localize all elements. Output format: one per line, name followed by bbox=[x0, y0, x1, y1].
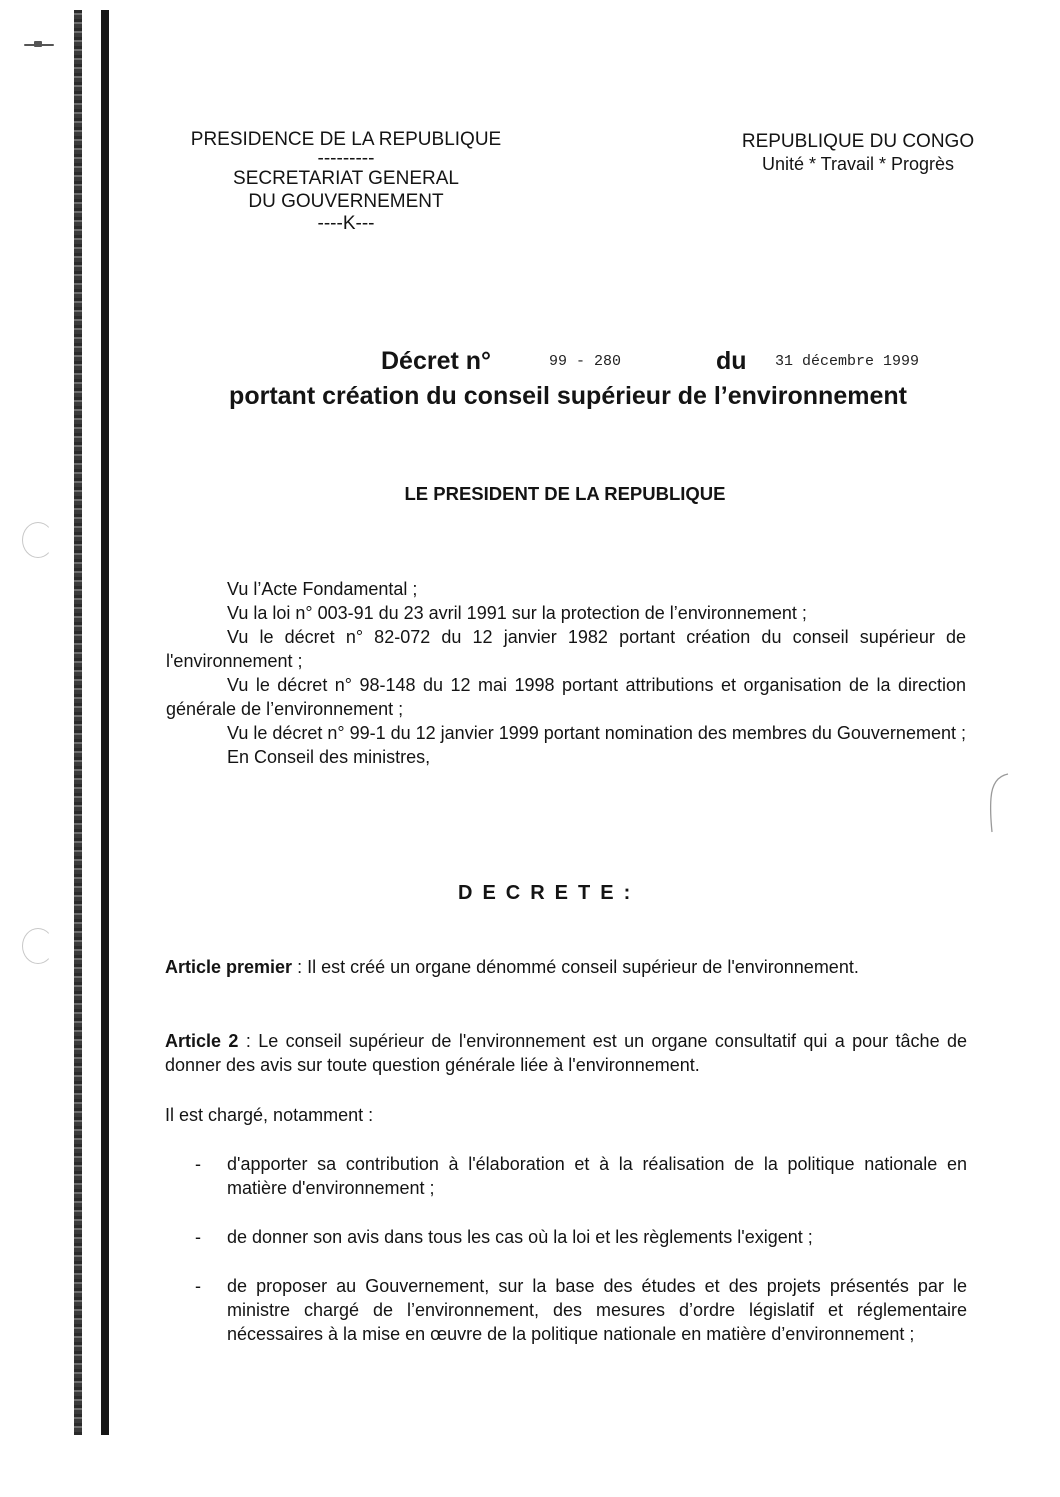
decree-subject: portant création du conseil supérieur de l’environnement bbox=[229, 382, 907, 410]
visa-item: Vu le décret n° 99-1 du 12 janvier 1999 portant nomination des membres du Gouvernement ; bbox=[227, 723, 966, 743]
secretariat-line1: SECRETARIAT GENERAL bbox=[233, 168, 459, 189]
bullet-dash: - bbox=[195, 1227, 201, 1247]
list-item bbox=[195, 1152, 967, 1200]
list-item-text: d'apporter sa contribution à l'élaboration et à la réalisation de la politique nationale en matière d'environnement ; bbox=[227, 1154, 967, 1198]
decree-number: 99 - 280 bbox=[549, 353, 622, 370]
list-item-text: de proposer au Gouvernement, sur la base des études et des projets présentés par le ministre chargé de l’environnement, des mesures d’ordre législatif et réglementaire nécessaires à la mise en œuvre de la politique nationale en matière d’environnement ; bbox=[227, 1276, 967, 1344]
issuing-authority: PRESIDENCE DE LA REPUBLIQUE bbox=[190, 129, 502, 150]
president-heading: LE PRESIDENT DE LA REPUBLIQUE bbox=[404, 483, 726, 504]
bullet-dash: - bbox=[195, 1276, 201, 1296]
visa-item: Vu le décret n° 98-148 du 12 mai 1998 portant attributions et organisation de la direction générale de l’environnement ; bbox=[166, 675, 966, 719]
charge-intro-text: Il est chargé, notamment : bbox=[165, 1105, 374, 1125]
list-item bbox=[195, 1225, 967, 1249]
header-left-block bbox=[168, 128, 524, 235]
list-item bbox=[195, 1274, 967, 1346]
decree-date: 31 décembre 1999 bbox=[775, 353, 920, 370]
article-2-text: : Le conseil supérieur de l'environnement est un organe consultatif qui a pour tâche de donner des avis sur toute question générale liée à l'environnement. bbox=[165, 1031, 967, 1075]
header-separator: --------- bbox=[317, 148, 375, 169]
list-item-text: de donner son avis dans tous les cas où la loi et les règlements l'exigent ; bbox=[227, 1227, 813, 1247]
scan-speck bbox=[34, 41, 42, 47]
visa-item: Vu l’Acte Fondamental ; bbox=[227, 579, 418, 599]
article-2-label: Article 2 bbox=[165, 1031, 239, 1051]
national-motto: Unité * Travail * Progrès bbox=[761, 154, 955, 174]
visa-item: En Conseil des ministres, bbox=[227, 747, 431, 767]
visas-block bbox=[166, 577, 966, 769]
scan-mark bbox=[984, 770, 1014, 840]
visa-item: Vu la loi n° 003-91 du 23 avril 1991 sur la protection de l’environnement ; bbox=[227, 603, 807, 623]
punch-hole-icon bbox=[22, 928, 54, 964]
decree-title-line bbox=[0, 345, 1060, 379]
binding-strip-right bbox=[101, 10, 109, 1435]
header-right-block bbox=[722, 130, 994, 176]
article-1 bbox=[165, 955, 967, 979]
article-1-label: Article premier bbox=[165, 957, 293, 977]
header-separator-marked: ----K--- bbox=[317, 213, 375, 234]
charge-intro bbox=[165, 1103, 967, 1127]
du-label: du bbox=[716, 347, 747, 375]
punch-hole-icon bbox=[22, 522, 54, 558]
article-1-text: : Il est créé un organe dénommé conseil supérieur de l'environnement. bbox=[297, 957, 859, 977]
bullet-dash: - bbox=[195, 1154, 201, 1174]
article-2 bbox=[165, 1029, 967, 1077]
secretariat-line2: DU GOUVERNEMENT bbox=[248, 191, 444, 212]
decrete-heading: DECRETE: bbox=[458, 882, 641, 904]
binding-strip-left bbox=[74, 10, 82, 1435]
decree-label: Décret n° bbox=[381, 347, 492, 375]
visa-item: Vu le décret n° 82-072 du 12 janvier 1982 portant création du conseil supérieur de l'environnement ; bbox=[166, 627, 966, 671]
country-name: REPUBLIQUE DU CONGO bbox=[741, 131, 975, 152]
